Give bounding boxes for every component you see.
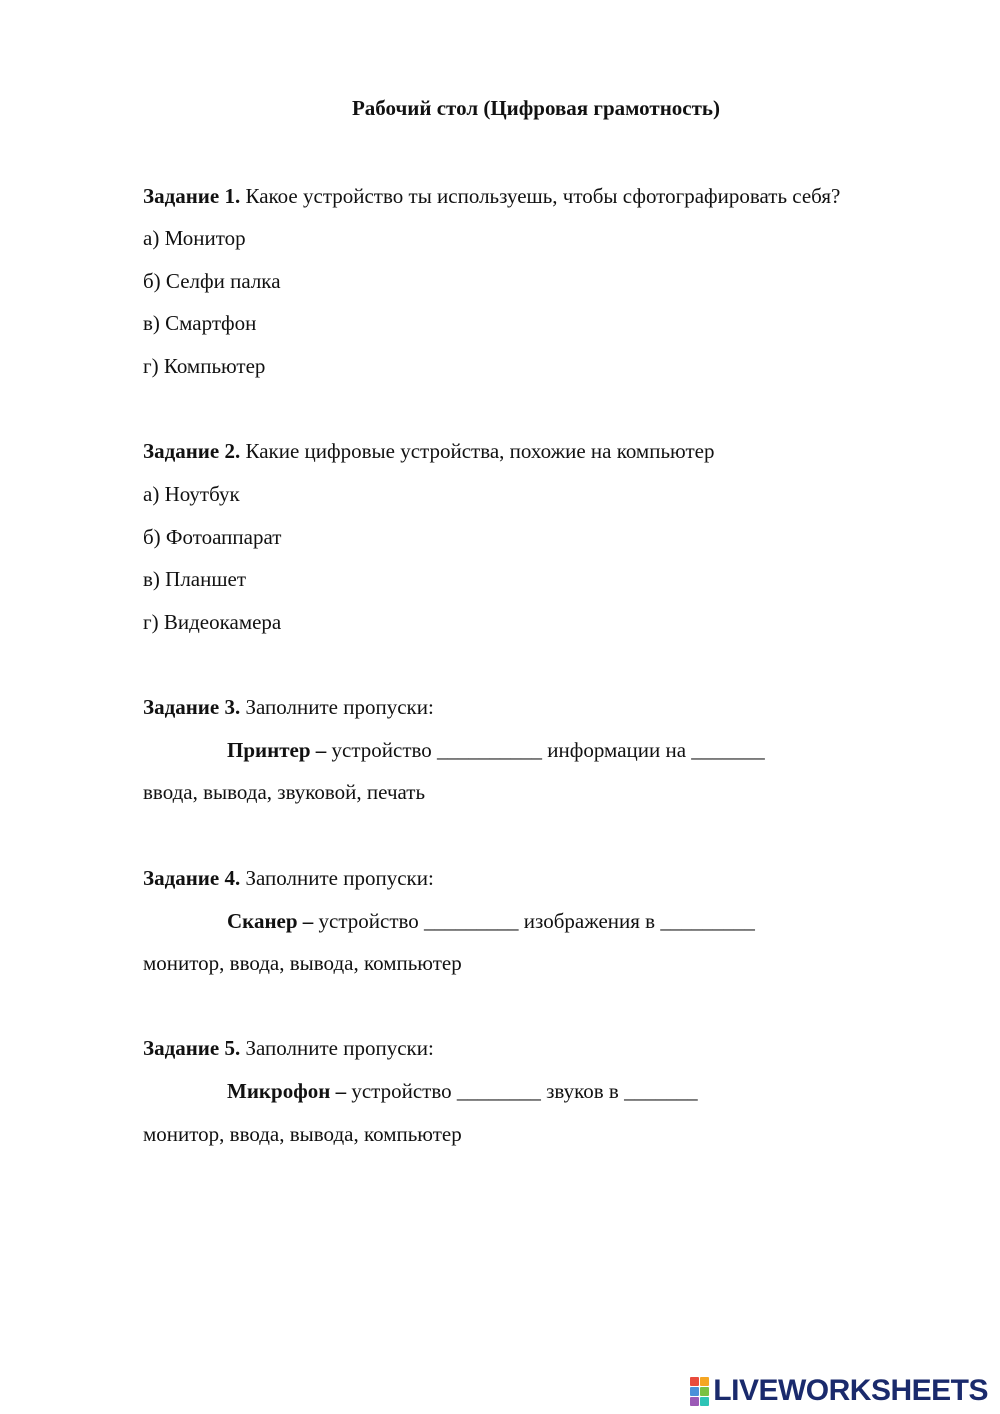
task-3-blanks[interactable]: устройство __________ информации на _______ xyxy=(326,738,765,762)
task-3-sentence xyxy=(227,737,765,763)
task-3-word-bank: ввода, вывода, звуковой, печать xyxy=(143,780,426,804)
page-title: Рабочий стол (Цифровая грамотность) xyxy=(351,96,721,120)
logo-tile xyxy=(690,1377,699,1386)
logo-tile xyxy=(690,1387,699,1396)
task-5-dash: – xyxy=(330,1079,347,1103)
task-4-text: Заполните пропуски: xyxy=(240,866,434,890)
task-2-label: Задание 2. xyxy=(143,439,241,463)
task-4-blanks[interactable]: устройство _________ изображения в _________ xyxy=(313,909,755,933)
task-3-dash: – xyxy=(310,738,327,762)
task-5-word-bank: монитор, ввода, вывода, компьютер xyxy=(143,1122,462,1146)
task-5-term: Микрофон xyxy=(227,1079,331,1103)
logo-tiles-icon xyxy=(690,1377,709,1406)
logo-tile xyxy=(700,1397,709,1406)
task-2-option-a[interactable]: а) Ноутбук xyxy=(143,482,240,506)
task-1-option-a[interactable]: а) Монитор xyxy=(143,226,246,250)
task-1-text: Какое устройство ты используешь, чтобы сфотографировать себя? xyxy=(240,184,841,208)
task-4-term: Сканер xyxy=(227,909,298,933)
task-2-question xyxy=(143,438,714,464)
task-4-word-bank: монитор, ввода, вывода, компьютер xyxy=(143,951,462,975)
task-1-option-c[interactable]: в) Смартфон xyxy=(143,311,257,335)
task-5-sentence xyxy=(227,1078,698,1104)
task-5-label: Задание 5. xyxy=(143,1036,241,1060)
task-1-option-d[interactable]: г) Компьютер xyxy=(143,354,266,378)
logo-text: LIVEWORKSHEETS xyxy=(713,1374,988,1407)
task-2-option-d[interactable]: г) Видеокамера xyxy=(143,610,282,634)
task-2-option-b[interactable]: б) Фотоаппарат xyxy=(143,525,282,549)
task-5-blanks[interactable]: устройство ________ звуков в _______ xyxy=(346,1079,698,1103)
task-1-option-b[interactable]: б) Селфи палка xyxy=(143,269,281,293)
task-2-option-c[interactable]: в) Планшет xyxy=(143,567,247,591)
task-1-question xyxy=(143,183,840,209)
task-2-text: Какие цифровые устройства, похожие на компьютер xyxy=(240,439,715,463)
task-4-question xyxy=(143,865,434,891)
task-3-term: Принтер xyxy=(227,738,311,762)
task-5-question xyxy=(143,1035,434,1061)
task-3-label: Задание 3. xyxy=(143,695,241,719)
task-1-label: Задание 1. xyxy=(143,184,241,208)
task-4-sentence xyxy=(227,908,755,934)
task-4-dash: – xyxy=(297,909,314,933)
task-3-question xyxy=(143,694,434,720)
task-5-text: Заполните пропуски: xyxy=(240,1036,434,1060)
logo-tile xyxy=(700,1377,709,1386)
task-3-text: Заполните пропуски: xyxy=(240,695,434,719)
logo-tile xyxy=(700,1387,709,1396)
task-4-label: Задание 4. xyxy=(143,866,241,890)
logo-tile xyxy=(690,1397,699,1406)
liveworksheets-logo xyxy=(690,1376,988,1406)
